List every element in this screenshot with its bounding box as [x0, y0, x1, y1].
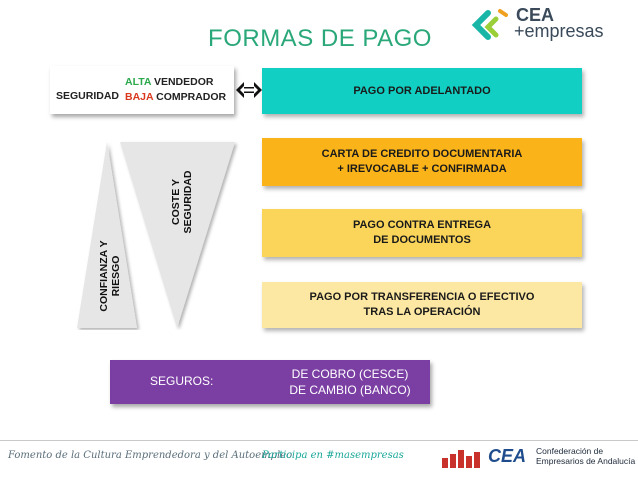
security-box — [50, 66, 234, 114]
cea-org-name: Confederación de Empresarios de Andalucía — [536, 446, 636, 466]
logo-brand: CEA — [516, 5, 555, 25]
footer-left-text: Fomento de la Cultura Emprendedora y del Autoempleo — [8, 450, 293, 461]
alta-vendedor: ALTA VENDEDOR — [125, 76, 214, 88]
method-transferencia: PAGO POR TRANSFERENCIA O EFECTIVO TRAS LA OPERACIÓN — [262, 282, 582, 328]
cea-org-short: CEA — [488, 446, 527, 466]
method-carta-credito: CARTA DE CREDITO DOCUMENTARIA + IREVOCABLE + CONFIRMADA — [262, 138, 582, 186]
double-arrow-icon — [236, 80, 262, 100]
method-pago-adelantado: PAGO POR ADELANTADO — [262, 68, 582, 114]
logo-sub: +empresas — [514, 21, 604, 41]
method-contra-entrega: PAGO CONTRA ENTREGA DE DOCUMENTOS — [262, 209, 582, 257]
triangle-left-label: CONFIANZA Y RIESGO — [98, 240, 122, 312]
footer-hashtag: Participa en #masempresas — [262, 450, 404, 461]
insurance-box — [110, 360, 430, 404]
insurance-label: SEGUROS: — [150, 374, 214, 388]
baja-comprador: BAJA COMPRADOR — [125, 91, 227, 103]
page-title: FORMAS DE PAGO — [208, 25, 432, 52]
footer-divider — [0, 440, 638, 441]
security-label: SEGURIDAD — [56, 90, 120, 102]
triangle-right-label: COSTE Y SEGURIDAD — [170, 170, 194, 234]
insurance-types: DE COBRO (CESCE) DE CAMBIO (BANCO) — [289, 367, 411, 397]
